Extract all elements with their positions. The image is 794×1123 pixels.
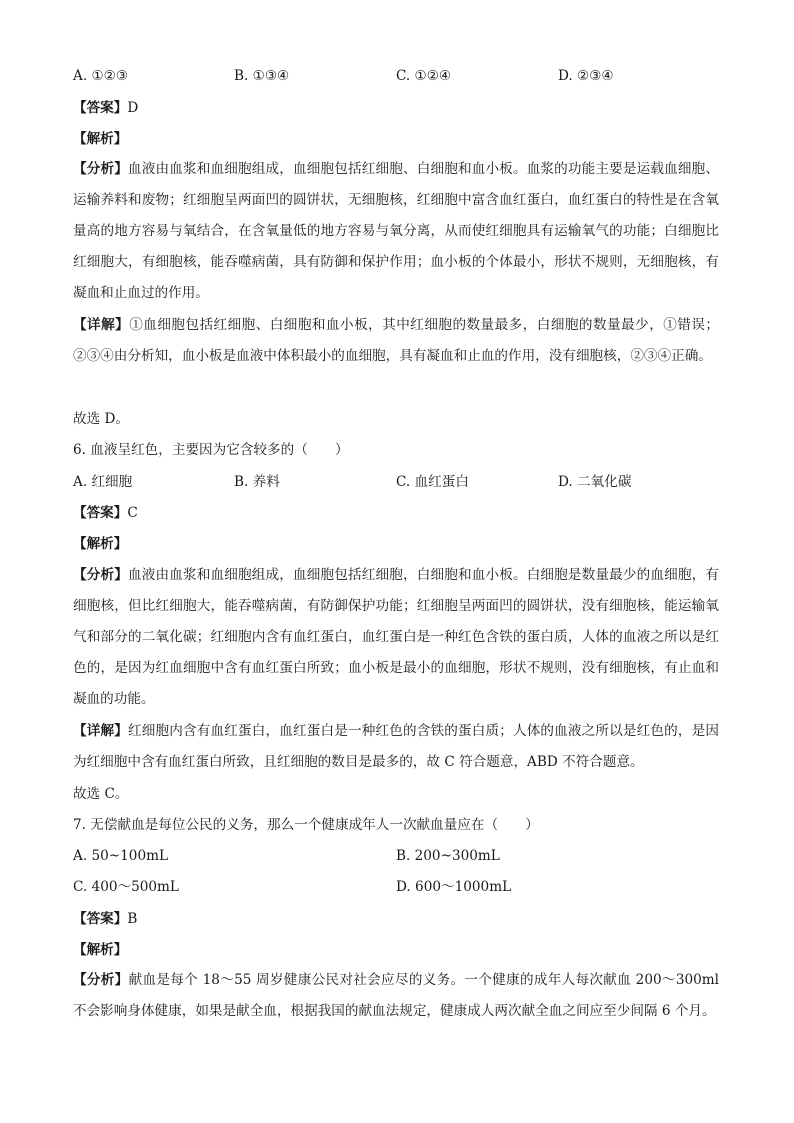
- fenxi-tag: 【分析】: [73, 161, 128, 177]
- q5-option-b: B. ①③④: [234, 68, 290, 84]
- q7-answer: 【答案】B: [73, 911, 138, 927]
- answer-value: D: [127, 100, 139, 116]
- q5-analysis-tag: 【解析】: [73, 131, 128, 147]
- q5-answer: [73, 98, 138, 118]
- fenxi-text: 血液由血浆和血细胞组成，血细胞包括红细胞、白细胞和血小板。血浆的功能主要是运载血细胞、运输养料和废物；红细胞呈两面凹的圆饼状，无细胞核，红细胞中富含血红蛋白，血红蛋白的特性是在含氧量高的地方容易与氧结合，在含氧量低的地方容易与氧分离，从而使红细胞具有运输氧气的功能；白细胞比红细胞大，有细胞核，能吞噬病菌，具有防御和保护作用；血小板的个体最小，形状不规则，无细胞核，有凝血和止血过的作用。: [73, 161, 720, 301]
- xiangjie-text: ①血细胞包括红细胞、白细胞和血小板，其中红细胞的数量最多，白细胞的数量最少，①错误；②③④由分析知，血小板是血液中体积最小的血细胞，具有凝血和止血的作用，没有细胞核，②③④正确。: [73, 317, 720, 364]
- q6-xiangjie: 【详解】红细胞内含有血红蛋白，血红蛋白是一种红色的含铁的蛋白质；人体的血液之所以是红色的，是因为红细胞中含有血红蛋白所致，且红细胞的数目是最多的，故 C 符合题意，ABD 不符合题意。: [73, 723, 720, 770]
- q7-analysis-tag: 【解析】: [73, 942, 128, 958]
- q5-xiangjie: [73, 310, 719, 372]
- q5-option-c: C. ①②④: [396, 68, 452, 84]
- q5-option-a: A. ①②③: [73, 68, 129, 84]
- q6-option-a: A. 红细胞: [73, 474, 133, 490]
- q7-option-d: D. 600～1000mL: [396, 879, 512, 895]
- q6-analysis-tag: 【解析】: [73, 536, 128, 552]
- q7-option-a: A. 50~100mL: [73, 848, 169, 864]
- q7-fenxi: 【分析】献血是每个 18～55 周岁健康公民对社会应尽的义务。一个健康的成年人每次献血 200～300ml 不会影响身体健康，如果是献全血，根据我国的献血法规定，健康成人两次献全血之间应至少间隔 6 个月。: [73, 972, 719, 1019]
- q5-option-d: D. ②③④: [558, 68, 614, 84]
- q6-conclusion: 故选 C。: [73, 786, 129, 802]
- q6-option-b: B. 养料: [234, 474, 280, 490]
- q6-fenxi: 【分析】血液由血浆和血细胞组成，血细胞包括红细胞，白细胞和血小板。白细胞是数量最少的血细胞，有细胞核，但比红细胞大，能吞噬病菌，有防御保护功能；红细胞呈两面凹的圆饼状，没有细胞核，能运输氧气和部分的二氧化碳；红细胞内含有血红蛋白，血红蛋白是一种红色含铁的蛋白质，人体的血液之所以是红色的，是因为红血细胞中含有血红蛋白所致；血小板是最小的血细胞，形状不规则，没有细胞核，有止血和凝血的功能。: [73, 567, 720, 707]
- q6-question: 6. 血液呈红色，主要因为它含较多的（ ）: [73, 442, 349, 458]
- q5-conclusion: 故选 D。: [73, 411, 130, 427]
- q7-option-c: C. 400～500mL: [73, 879, 179, 895]
- q6-answer: 【答案】C: [73, 505, 138, 521]
- xiangjie-tag: 【详解】: [73, 317, 130, 333]
- q7-option-b: B. 200~300mL: [396, 848, 500, 864]
- answer-tag: 【答案】: [73, 100, 128, 116]
- q6-option-d: D. 二氧化碳: [558, 474, 632, 490]
- q7-question: 7. 无偿献血是每位公民的义务，那么一个健康成年人一次献血量应在（ ）: [73, 817, 539, 833]
- q6-option-c: C. 血红蛋白: [396, 474, 469, 490]
- q5-fenxi: [73, 154, 719, 309]
